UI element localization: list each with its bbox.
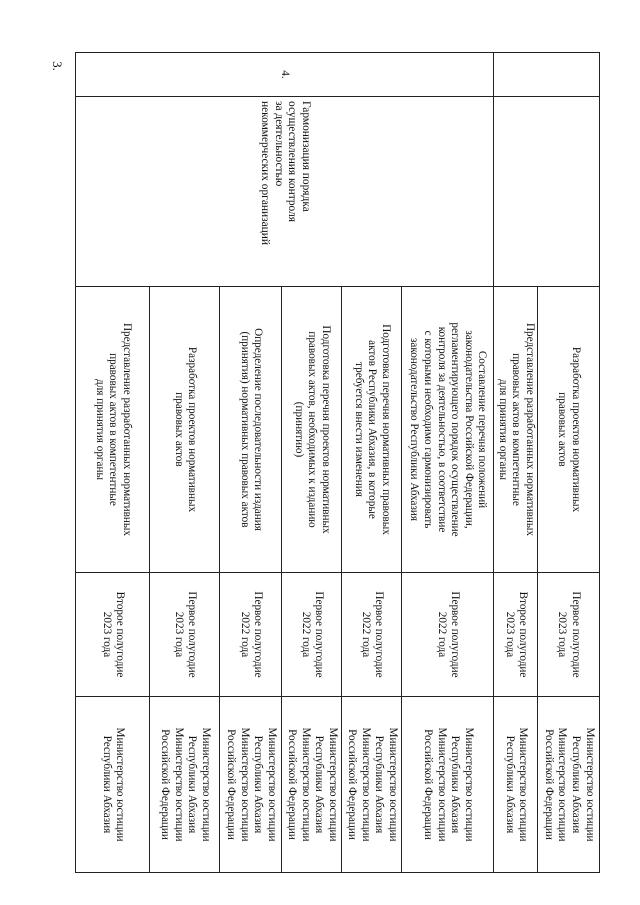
goal-text-line: некоммерческих организаций <box>258 101 271 245</box>
period-text-line: Первое полугодие <box>313 591 326 678</box>
period-text-line: Второе полугодие <box>114 591 127 678</box>
period-text-line: 2022 года <box>238 611 251 658</box>
responsible-cell <box>150 697 220 873</box>
table-row <box>538 53 600 873</box>
activity-cell <box>150 287 220 573</box>
rotated-table-container <box>80 52 600 872</box>
responsible-text-line: Республики Абхазия <box>373 735 386 834</box>
activity-text-line: (принятия) нормативных правовых актов <box>238 331 251 528</box>
responsible-cell <box>402 697 494 873</box>
responsible-text-line: Министерство юстиции <box>462 727 475 842</box>
activity-text-line: правовых актов в компетентные <box>510 353 523 506</box>
activity-text-line: Подготовка перечня нормативных правовых <box>380 324 393 535</box>
activity-text-line: правовых актов <box>172 392 185 467</box>
responsible-text-line: Российской Федерации <box>224 729 237 840</box>
responsible-text-line: Республики Абхазия <box>186 735 199 834</box>
activity-text-line: Составление перечня положений <box>476 350 489 509</box>
responsible-text-line: Российской Федерации <box>421 729 434 840</box>
plan-table <box>75 52 600 873</box>
row-number: 4. <box>76 53 494 97</box>
period-cell <box>150 573 220 697</box>
responsible-text-line: Республики Абхазия <box>570 735 583 834</box>
activity-text-line: регламентирующего порядок осуществление <box>449 322 462 537</box>
responsible-text-line: Республики Абхазия <box>449 735 462 834</box>
activity-text-line: правовых актов <box>556 392 569 467</box>
period-text-line: Первое полугодие <box>449 591 462 678</box>
responsible-text-line: Министерство юстиции <box>556 727 569 842</box>
activity-text-line: Определение последовательности издания <box>252 328 265 531</box>
responsible-text-line: Министерство юстиции <box>517 727 530 842</box>
period-text-line: Второе полугодие <box>517 591 530 678</box>
responsible-cell <box>76 697 150 873</box>
activity-text-line: правовых актов в компетентные <box>107 353 120 506</box>
activity-cell <box>538 287 600 573</box>
responsible-text-line: Министерство юстиции <box>326 727 339 842</box>
responsible-text-line: Республики Абхазия <box>100 735 113 834</box>
period-text-line: 2023 года <box>503 611 516 658</box>
activity-text-line: контроля за деятельностью, в соответствие <box>435 326 448 533</box>
activity-cell <box>220 287 282 573</box>
responsible-text-line: Российской Федерации <box>158 729 171 840</box>
activity-text-line: Подготовка перечня проектов нормативных <box>320 325 333 534</box>
period-cell <box>538 573 600 697</box>
responsible-cell <box>538 697 600 873</box>
responsible-text-line: Министерство юстиции <box>199 727 212 842</box>
activity-cell <box>282 287 342 573</box>
activity-text-line: для принятия органы <box>93 379 106 480</box>
activity-cell <box>494 287 538 573</box>
responsible-text-line: Российской Федерации <box>542 729 555 840</box>
period-text-line: 2022 года <box>435 611 448 658</box>
empty-goal-cell <box>494 97 600 287</box>
activity-text-line: для принятия органы <box>496 379 509 480</box>
goal-cell <box>76 97 494 287</box>
activity-text-line: законодательства Российской Федерации, <box>462 330 475 529</box>
activity-text-line: Разработка проектов нормативных <box>570 346 583 513</box>
table-row <box>402 53 494 873</box>
activity-text-line: законодательство Республики Абхазия <box>408 337 421 522</box>
responsible-cell <box>282 697 342 873</box>
activity-cell <box>402 287 494 573</box>
activity-text-line: Представление разработанных нормативных <box>524 322 536 537</box>
period-text-line: 2023 года <box>100 611 113 658</box>
activity-text-line: Представление разработанных нормативных <box>121 322 134 537</box>
responsible-text-line: Министерство юстиции <box>583 727 596 842</box>
responsible-text-line: Министерство юстиции <box>386 727 399 842</box>
responsible-cell <box>220 697 282 873</box>
activity-text-line: (принятию) <box>292 401 305 458</box>
period-text-line: 2023 года <box>556 611 569 658</box>
activity-text-line: Разработка проектов нормативных <box>186 346 199 513</box>
period-cell <box>402 573 494 697</box>
goal-text-line: за деятельностью <box>272 101 285 187</box>
period-cell <box>342 573 402 697</box>
period-text-line: Первое полугодие <box>252 591 265 678</box>
period-text-line: 2023 года <box>172 611 185 658</box>
responsible-text-line: Министерство юстиции <box>435 727 448 842</box>
activity-cell <box>76 287 150 573</box>
responsible-text-line: Министерство юстиции <box>359 727 372 842</box>
responsible-text-line: Российской Федерации <box>285 729 298 840</box>
period-cell <box>76 573 150 697</box>
period-cell <box>494 573 538 697</box>
responsible-cell <box>494 697 538 873</box>
period-text-line: Первое полугодие <box>570 591 583 678</box>
empty-number-cell <box>494 53 600 97</box>
responsible-text-line: Республики Абхазия <box>503 735 516 834</box>
goal-text-line: осуществления контроля <box>286 101 299 222</box>
goal-text-line: Гармонизация порядка <box>300 101 313 212</box>
responsible-text-line: Министерство юстиции <box>238 727 251 842</box>
period-text-line: Первое полугодие <box>373 591 386 678</box>
responsible-text-line: Министерство юстиции <box>114 727 127 842</box>
activity-cell <box>342 287 402 573</box>
responsible-text-line: Министерство юстиции <box>172 727 185 842</box>
responsible-cell <box>342 697 402 873</box>
activity-text-line: правовых актов, необходимых к изданию <box>306 331 319 528</box>
period-text-line: Первое полугодие <box>186 591 199 678</box>
responsible-text-line: Российской Федерации <box>345 729 358 840</box>
period-text-line: 2022 года <box>359 611 372 658</box>
period-text-line: 2022 года <box>299 611 312 658</box>
activity-text-line: с которыми необходимо гармонизировать <box>421 330 434 529</box>
responsible-text-line: Министерство юстиции <box>265 727 278 842</box>
activity-text-line: требуется внести изменения <box>352 362 365 497</box>
page-number: 3. <box>49 61 65 71</box>
responsible-text-line: Министерство юстиции <box>299 727 312 842</box>
responsible-text-line: Республики Абхазия <box>313 735 326 834</box>
period-cell <box>282 573 342 697</box>
period-cell <box>220 573 282 697</box>
activity-text-line: актов Республики Абхазия, в которые <box>366 340 379 519</box>
responsible-text-line: Республики Абхазия <box>252 735 265 834</box>
